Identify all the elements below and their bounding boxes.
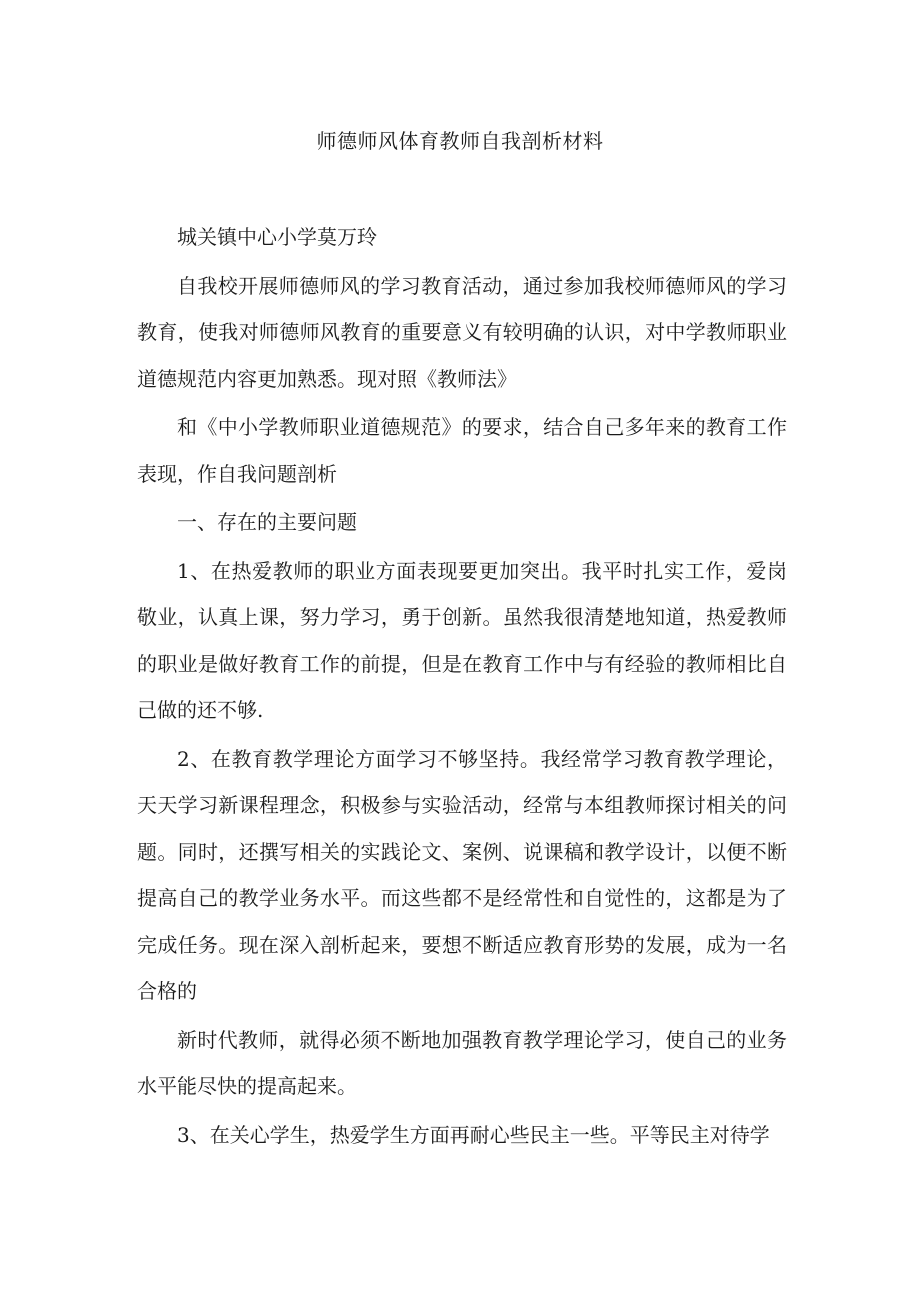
paragraph-requirements: 和《中小学教师职业道德规范》的要求，结合自己多年来的教育工作表现，作自我问题剖析: [137, 415, 787, 486]
document-body: [137, 214, 787, 1160]
paragraph-item-2-continued: 新时代教师，就得必须不断地加强教育教学理论学习，使自己的业务水平能尽快的提高起来。: [137, 1027, 787, 1098]
author-line: 城关镇中心小学莫万玲: [177, 225, 377, 249]
paragraph-item-1: 1、在热爱教师的职业方面表现要更加突出。我平时扎实工作，爱岗敬业，认真上课，努力学习，勇于创新。虽然我很清楚地知道，热爱教师的职业是做好教育工作的前提，但是在教育工作中与有经验的教师相比自己做的还不够.: [137, 558, 787, 722]
paragraph-item-2: 2、在教育教学理论方面学习不够坚持。我经常学习教育教学理论，天天学习新课程理念，积极参与实验活动，经常与本组教师探讨相关的问题。同时，还撰写相关的实践论文、案例、说课稿和教学设计，以便不断提高自己的教学业务水平。而这些都不是经常性和自觉性的，这都是为了完成任务。现在深入剖析起来，要想不断适应教育形势的发展，成为一名合格的: [137, 746, 787, 1003]
paragraph-item-3: 3、在关心学生，热爱学生方面再耐心些民主一些。平等民主对待学: [177, 1122, 770, 1147]
section-heading-problems: 一、存在的主要问题: [177, 510, 357, 534]
document-title: 师德师风体育教师自我剖析材料: [316, 129, 604, 153]
paragraph-intro: 自我校开展师德师风的学习教育活动，通过参加我校师德师风的学习教育，使我对师德师风教育的重要意义有较明确的认识，对中学教师职业道德规范内容更加熟悉。现对照《教师法》: [137, 273, 787, 391]
